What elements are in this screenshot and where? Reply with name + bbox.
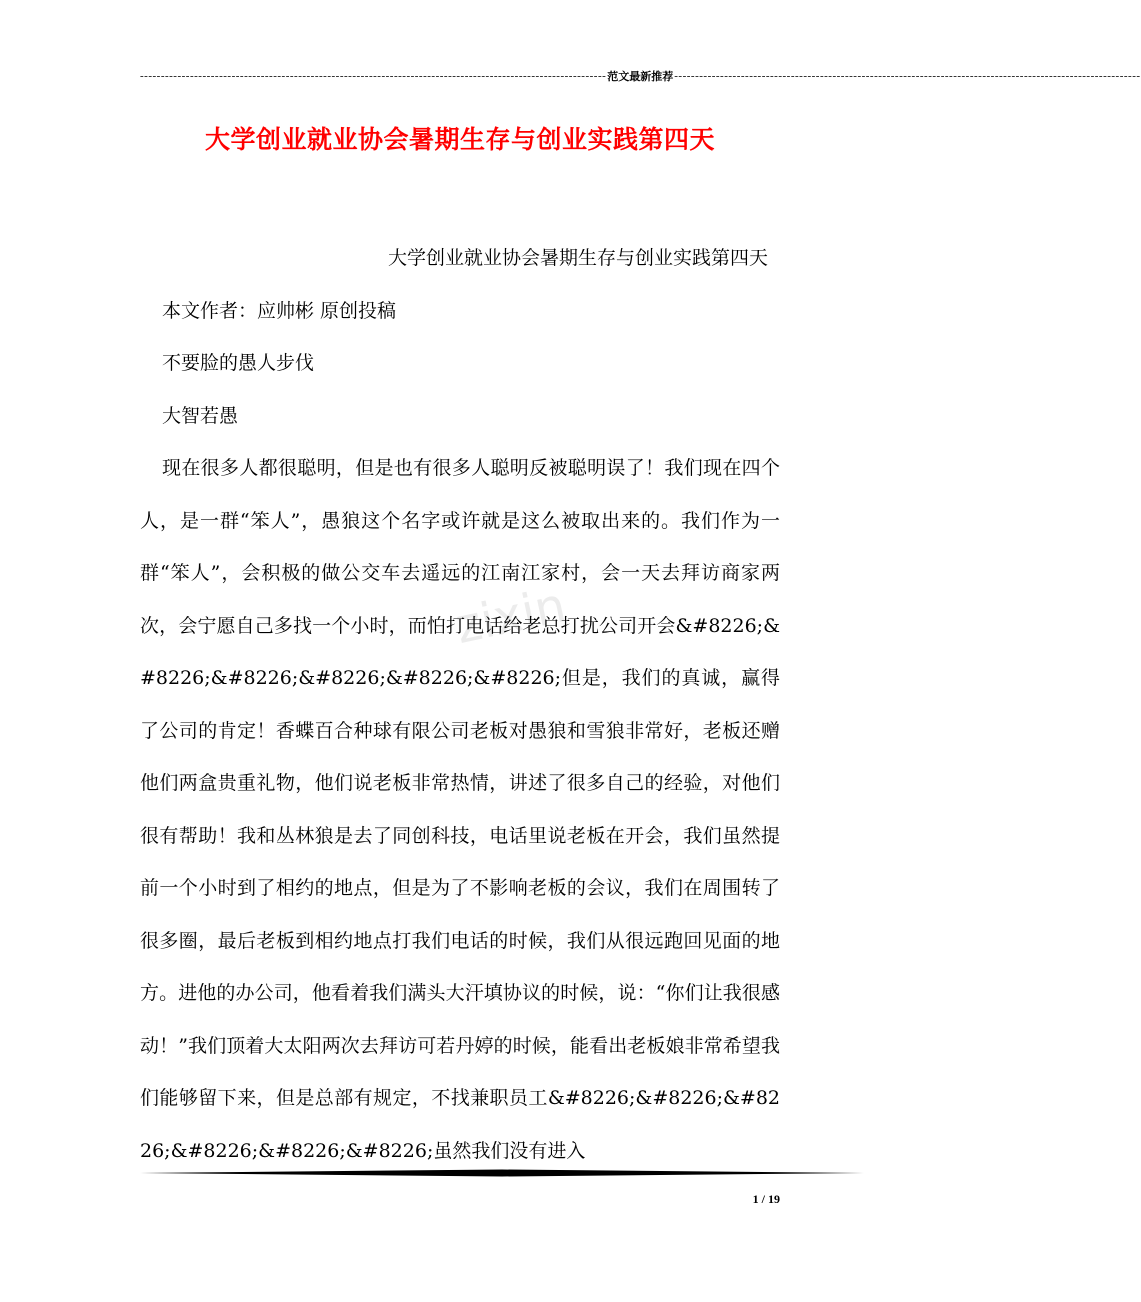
document-title: 大学创业就业协会暑期生存与创业实践第四天 (204, 125, 715, 154)
header-dash-left: ---------------------------------------------------------------------------------------------------------------- (140, 70, 607, 82)
section-heading: 不要脸的愚人步伐 (162, 352, 315, 374)
watermark: zixin (450, 577, 571, 655)
author-line: 本文作者：应帅彬 原创投稿 (162, 299, 397, 322)
page-number: 1 / 19 (752, 1192, 780, 1206)
header-label: 范文最新推荐 (607, 70, 674, 83)
document-body (140, 232, 780, 1177)
body-paragraph: 现在很多人都很聪明，但是也有很多人聪明反被聪明误了！我们现在四个人，是一群“笨人”，愚狼这个名字或许就是这么被取出来的。我们作为一群“笨人”，会积极的做公交车去遥远的江南江家村，会一天去拜访商家两次，会宁愿自己多找一个小时，而怕打电话给老总打扰公司开会&#8226;&#8226;&#8226;&#8226;&#8226;&#8226;但是，我们的真诚，赢得了公司的肯定！香蝶百合种球有限公司老板对愚狼和雪狼非常好，老板还赠他们两盒贵重礼物，他们说老板非常热情，讲述了很多自己的经验，对他们很有帮助！我和丛林狼是去了同创科技，电话里说老板在开会，我们虽然提前一个小时到了相约的地点，但是为了不影响老板的会议，我们在周围转了很多圈，最后老板到相约地点打我们电话的时候，我们从很远跑回见面的地方。进他的办公司，他看着我们满头大汗填协议的时候，说：“你们让我很感动！”我们顶着大太阳两次去拜访可若丹婷的时候，能看出老板娘非常希望我们能够留下来，但是总部有规定，不找兼职员工&#8226;&#8226;&#8226;&#8226;&#8226;&#8226;虽然我们没有进入 (140, 457, 780, 1162)
header-dash-right: ---------------------------------------------------------------------------------------------------------------- (674, 70, 1141, 82)
footer-divider (140, 1168, 864, 1178)
subtitle: 大学创业就业协会暑期生存与创业实践第四天 (387, 247, 768, 269)
header-rule (140, 68, 1141, 84)
section-subheading: 大智若愚 (162, 404, 239, 427)
